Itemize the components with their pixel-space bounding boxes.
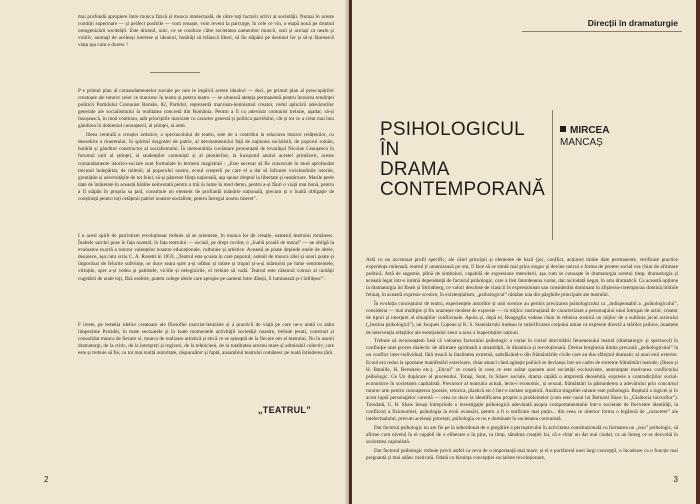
left-section-p <box>78 88 334 205</box>
left-section-f <box>78 322 334 359</box>
right-page <box>352 0 700 504</box>
left-intro-text <box>78 14 334 51</box>
author-last-name: MANCAȘ <box>560 137 603 148</box>
page-number-right: 3 <box>673 475 678 484</box>
author-first-name: MIRCEA <box>560 125 609 137</box>
author-byline <box>560 125 609 149</box>
paragraph: mai profundă apropiere între munca fizică și munca intelectuală, de către toți factorii activi ai societății. Numai în aceste condiții superioare — și perfect posibile — vom renaște, vom reveni la parcurge, în cele ce vin, o etapă nouă pe drumul omogenizării societății. Este drumul, unic, ce se conduce către societatea oamenilor muncii, unii și aceiași ca neam și volitiv, animați de aceleași interese și idealuri, hotărâți să trăiască liberi, să fie stăpâni pe destinul lor și să-și făurească viața așa cum o doresc ! <box>78 14 334 49</box>
article-title <box>380 120 545 200</box>
title-line: DRAMA <box>380 159 450 180</box>
header-rule <box>522 31 682 32</box>
title-line: CONTEMPORANĂ <box>380 179 545 200</box>
paragraph: I n acest spirit de patriotism revoluționar trebuie să se orienteze, în munca lor de creație, oamenii teatrului românesc. Înaltele sarcini puse în fața noastră, în fața teatrului — sociali, pe drept cuvânt, o „înaltă școală de moral” — ne obligă la evaluarea exactă a tuturor valențelor noastre educaționale, culturale și artistice. Această se poate depinde unele de altele, deoarece, așa cum scria C. A. Rosetti în 1859, „Teatrul este școala în care poporul, ostenit de munca zilei și unori poate și împovărat de felurite suferințe, se duce seara spre a-și odihni și minte și trupul și-a-și mărturisi pe lume sentimentele, virtuțile, spre a-și vedea și patimele, viciile și nelegiuirile, el trebuie să vadă. Teatrul este căminul comun al unității cugetării de unde toți, fără osebire, putem culege ideile care apropie pe oameni între dânșii, îi luminează și-i înfrățesc”. <box>78 233 334 282</box>
left-page <box>0 0 349 504</box>
paragraph: Ideea centrală a creației artistice, a spectacolului de teatru, este de a contribui la educarea tuturor cetățenilor, cu deosebire a tineretului, în spiritul dragostei de patrie, al devotamentului față de națiunea socialistă, de poporul român, hotărât și gânditor constructor al socialismului. În memorabila cuvântare pronunțată de tovarășul Nicolae Ceaușescu în forumul unit al științei, al studenților comuniști și al pionierilor, la începutul anului acestei primăveri, aceste comandamente istorico-sociale sunt formulate în termeni magistrali : „Este necesar să fie cunoscute în mod aprofundat trecutul îndepărtat, de milenii, al poporului nostru, ecoul creșterii pe care el a dat să înfrunte vicisitudinile istoriei, greutățile și adversitățile de tot felul, să-și păstreze ființa națională, așa spune dreptul la libertate și neatârnare. Marile perle date de întâietate în această bătălie neîncetată pentru a trăi în lume în mod demn, pentru a-și făuri o viață mai bună, pentru a fi stăpân în propria sa țară, constituie un element de profundă mândrie națională, precum și o înaltă obligație de conștiință pentru toți cetățenii patriei noastre socialiste, pentru întregul nostru tineret”. <box>78 132 334 202</box>
paragraph: Dar factorul psihologic trebuie privit astfel ca ceva de o importanță mai mare: și el e purtătorul unei largi concepții, o încadrare ca o funcție mai pregnantă și mai adânc motivată. Odată cu biruința concepției socialiste revoluționare, <box>366 447 678 461</box>
title-line: ÎN <box>380 139 400 160</box>
paragraph: Dar factorul psihologic nu are fie pe la subordonat de o pregătire a perceptivului în activitatea constituțională cu formarea un „nou” psihologic, să afirme cum nivelul în el capabil de o eliberare a în plus, ca timp, sământa creației lui, că e chiar un dat mai ciudat, ca un întreg ce se dezvoltă în societatea capitalistă. <box>366 424 678 446</box>
sidebar-title: „TEATRUL” <box>258 405 312 415</box>
square-bullet-icon <box>560 126 566 132</box>
page-number-left: 2 <box>44 475 49 484</box>
section-label: Direcții în dramaturgie <box>587 18 678 28</box>
left-section-i <box>78 233 334 284</box>
paragraph: P e primul plan al comandamentelor sociale pe care le implică aceste idealuri — deci, pe primul plan al preocupărilor creatoare ale tuturor celor ce muncesc în teatru și pentru teatru — se situează atenția permanentă pentru înnoirea tendinței politicii Partidului Comunist Român. 82, Partidul, reprezentă marxism-leninismul creator, rodul aplicării adevărurilor generale ale socialismului la realitatea concretă din România. Pentru a fi cu adevărat comunist trebuie, așadar, să-și însușească, în mod continuu, atât principiile marxiste cu caracter general și politica partidului, cât și tot ce a creat mai bun gândirea în domeniul cunoașterii, al științei, al artei. <box>78 88 334 130</box>
paragraph: F ireste, pe temelia ideilor creatoare ale filosofiei marxist-leniniste și a practicii de viață pe care ne-o arată cu atâta limpezime Partidul, în toate sectoarele și în toate momentele activității societății noastre, trebuie țesuti, construit și consolidat munca de fiecare zi, munca de realizare artistică și etică ce se așteaptă de la fiecare om al teatrului. Nu în asumi dramaturgi, de la critic, de la interpreți și regizori, de la tehnicieni, de la totalitatea acestui mare și admirabil colectiv, care este și trebuie să fie, cu tot mai multă autoritate, răspunzător și faptă, ansamblul teatrului românesc pe toată întinderea țării. <box>78 322 334 357</box>
right-body-text <box>366 257 678 464</box>
paragraph: În evoluția conceptului de teatru, experiențele autorilor și unii scenice au permis precizarea psihologicului ca „indispensabil a „psihologicului”, considerat — mai multiple și fin unanește modest de expresie — cu mijloc sustinuțiană de caracterizare a personajului unui întrupat de actor, creator de tipuri și interpret al situațiilor conflictuale. Apoia și, după el, Reagoglia vedeau chiar în tehnica scenică un mijloc de a sublinia jocul actorului („Instina psihologică”), iar Jacques Copeau și K. S. Stanislavski tindeau la valorificarea corpului uman ca expresie directă a stărilor psihice, nuanțele de intervenția relațiilor ale esențialelor sieur a acea a înaperinților națiuni. <box>366 301 678 336</box>
title-divider <box>552 110 553 240</box>
paragraph: Artă cu un accentuat profil specific, ale cărei principii și elemente de bază (joc, conflict, acțiune) timite date permanente, verificate practice experiența milenară, teatrul ți umanizează pe om, îl face să se simtă mai prins singur și devine unicul e forma de protest social ora chiar de afirmare politică. Artă de sugestie, plină de simboluri, capabilă de expresiune metodorii, așa cum se cunoaște în dramaturgia acestui timp, dramaturgia și această legat intr-o intimă dependență de factorul psihologic, care a fost întotdeauna variat, dar niciodată negat, în arta dramatică. Ca această opțiune la dramaturgia lui Ibsen și Strindberg, ce valori deschise de clasicii în expresionism sau considerăm dominant în afișierea-cotemporan domină limbile felinaț, în această expresie scenice, în existențialism, „psihologicul” rămâne una din pârghiile principale ale teatrului. <box>366 257 678 299</box>
title-line: PSIHOLOGICUL <box>380 119 525 140</box>
cover-edge <box>696 0 700 504</box>
divider <box>150 72 200 73</box>
paragraph: Trebuie să recunoaștem însă că valoarea factorului psihologic a variat în cursul dezvoltării fenomenului teatral (dramaturgic și spectacol) în confluiție unei proces dialectic de afirmare spirituală a umanității, în dinamica și revoluționară. Dreina borghezia limita precaută „psihologicului” la un conflict inter-individual, fără treacă la fatalitatea extremă, satisfăcând-o din frământările civile care au dus sfârșitul dramatic al unui eroi exterior. Ecoul era redus la spontane manifestări exterioare, chiar atunci când agitația psihică se declanșa într-un cadru de extreme frământări teatrale, (Ibsen și H. Bataille, H. Bernstein etc.). „Eticul” ce constă în ceea ce este arătat spunem acel societăți exclusiviste, amenințate motivarea conflictului psihologic. Ce Un dupăcare al procesului. Totuși, Sunt, în Silaev sociale, drama capătă o amprentă deosebită, expresie a contradicțiilor social-economice în societatea capitalistă. Precursor al teatrului actual, lecto-i economic, și sexual, frământări la pătrunderea a adevărului prin concursul tuturor arte pentru cunoașterea (poezie, retorica, plastică etc.) într-o unitate organică. Analiza tragediei umane este psihologia. Ruptură a logicei și în acest luptă personajelor curentă — ceea ce duce la identificarea proprie a problemelor (cum este cazul lui Bernard Shaw în „Căsătoria lucrurilor”). Totodată, G. B. Shaw însuși întreprinde o investigație psihologică adevărată asupra comportamentului într-o societate de frecvente identități, la conflictul a fizionomiei, psihologia la eroii avansări, pentru a fi o unificare mai puțin... din ceea ce ulterior forma o legătură de „caractere” ale intelectualului, precum aceleași pitorești, psihologia ce nu e dominant în societatea comunistă. <box>366 338 678 423</box>
